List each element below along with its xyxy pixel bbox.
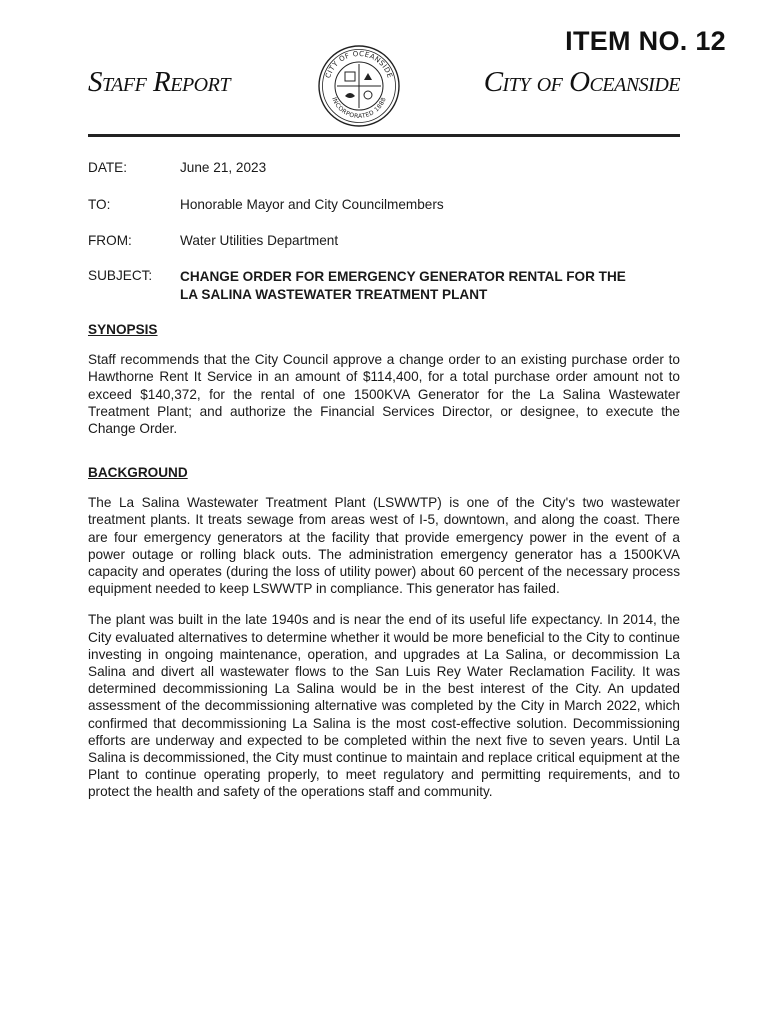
background-paragraph: The plant was built in the late 1940s and is near the end of its useful life expectancy. In 2014, the City evaluated alternatives to determine whether it would be more beneficial to the City to continue investing in ongoing maintenance, operation, and upgrades at La Salina, or decommission La Salina and divert all wastewater flows to the San Luis Rey Water Reclamation Facility. It was determined decommissioning La Salina would be in the best interest of the City. An updated assessment of the decommissioning alternative was completed by the City in March 2022, which confirmed that decommissioning La Salina is the most cost-effective solution. Decommissioning efforts are underway and expected to be completed within the next five to seven years. Until La Salina is decommissioned, the City must continue to maintain and replace critical equipment at the Plant to continue operating properly, to meet regulatory and permitting requirements, and to protect the health and safety of the operations staff and community. — [88, 612, 680, 800]
subject-label: SUBJECT: — [88, 268, 153, 283]
header-rule — [88, 134, 680, 137]
synopsis-text: Staff recommends that the City Council approve a change order to an existing purchase order to Hawthorne Rent It Service in an amount of $114,400, for a total purchase order amount not to exceed $140,372, for the rental of one 1500KVA Generator for the La Salina Wastewater Treatment Plant; and authorize the Financial Services Director, or designee, to execute the Change Order. — [88, 352, 680, 437]
city-seal-icon — [317, 44, 401, 128]
seal-top-text: CITY OF OCEANSIDE — [324, 49, 394, 80]
subject-line-2: LA SALINA WASTEWATER TREATMENT PLANT — [180, 287, 488, 302]
seal-bottom-text: INCORPORATED 1888 — [330, 96, 388, 121]
background-section — [88, 464, 680, 815]
date-value: June 21, 2023 — [180, 160, 267, 175]
item-number: ITEM NO. 12 — [565, 26, 726, 56]
to-label: TO: — [88, 197, 111, 212]
to-value: Honorable Mayor and City Councilmembers — [180, 197, 444, 212]
from-value: Water Utilities Department — [180, 233, 339, 248]
city-title: City of Oceanside — [483, 66, 680, 98]
staff-report-title: Staff Report — [88, 66, 230, 98]
subject-line-1: CHANGE ORDER FOR EMERGENCY GENERATOR RENTAL FOR THE — [180, 269, 626, 284]
synopsis-heading: SYNOPSIS — [88, 322, 158, 337]
background-paragraph: The La Salina Wastewater Treatment Plant (LSWWTP) is one of the City's two wastewater treatment plants. It treats sewage from areas west of I-5, downtown, and along the coast. There are four emergency generators at the facility that provide emergency power in the event of a power outage or rolling black outs. The administration emergency generator has a 1500KVA capacity and operates (during the loss of utility power) about 60 percent of the necessary process equipment needed to keep LSWWTP in compliance. This generator has failed. — [88, 495, 680, 597]
synopsis-section — [88, 321, 680, 451]
background-heading: BACKGROUND — [88, 465, 188, 480]
date-label: DATE: — [88, 160, 128, 175]
from-label: FROM: — [88, 233, 132, 248]
subject-value — [180, 268, 690, 304]
